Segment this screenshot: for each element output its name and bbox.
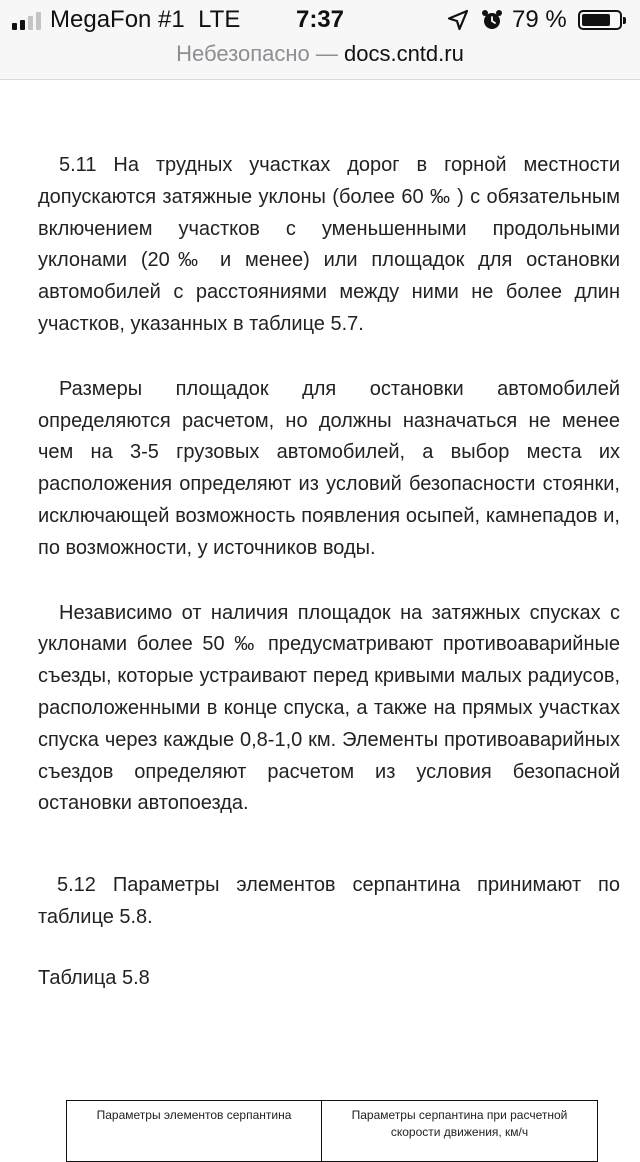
carrier-name: MegaFon #1 bbox=[50, 6, 185, 33]
document-body bbox=[38, 150, 620, 994]
table-caption: Таблица 5.8 bbox=[38, 966, 150, 989]
table-header-cell: Параметры серпантина при расчетной скорости движения, км/ч bbox=[322, 1101, 598, 1162]
status-bar bbox=[0, 0, 640, 40]
paragraph-emergency-exits: Независимо от наличия площадок на затяжных спусках с уклонами более 50 ‰ предусматривают противоаварийные съезды, которые устраивают перед кривыми малых радиусов, расположенными в конце спуска, а также на прямых участках спуска через каждые 0,8-1,0 км. Элементы противоаварийных съездов определяют расчетом из условия безопасной остановки автопоезда. bbox=[38, 601, 620, 815]
battery-icon bbox=[578, 10, 622, 30]
table-header-row bbox=[67, 1101, 598, 1162]
location-arrow-icon bbox=[446, 8, 470, 32]
alarm-clock-icon bbox=[480, 8, 504, 32]
table-5-8 bbox=[66, 1100, 598, 1162]
security-label: Небезопасно — bbox=[176, 41, 338, 66]
paragraph-platform-sizes: Размеры площадок для остановки автомобилей определяются расчетом, но должны назначаться не менее чем на 3-5 грузовых автомобилей, а выбор места их расположения определяют из условий безопасности стоянки, исключающей возможность появления осыпей, камнепадов и, по возможности, у источников воды. bbox=[38, 377, 620, 559]
paragraph-5-11: 5.11 На трудных участках дорог в горной местности допускаются затяжные уклоны (более 60 ‰ ) с обязательным включением участков с уменьшенными продольными уклонами (20‰ и менее) или площадок для остановки автомобилей с расстояниями между ними не более длин участков, указанных в таблице 5.7. bbox=[38, 154, 620, 335]
url-domain: docs.cntd.ru bbox=[343, 41, 464, 66]
clock: 7:37 bbox=[295, 6, 345, 33]
paragraph-5-12: 5.12 Параметры элементов серпантина принимают по таблице 5.8. bbox=[38, 874, 620, 928]
address-bar[interactable] bbox=[0, 40, 640, 80]
table-header-cell: Параметры элементов серпантина bbox=[67, 1101, 322, 1162]
battery-percent: 79 % bbox=[512, 6, 567, 33]
battery-level bbox=[582, 14, 610, 26]
network-type: LTE bbox=[198, 6, 241, 33]
